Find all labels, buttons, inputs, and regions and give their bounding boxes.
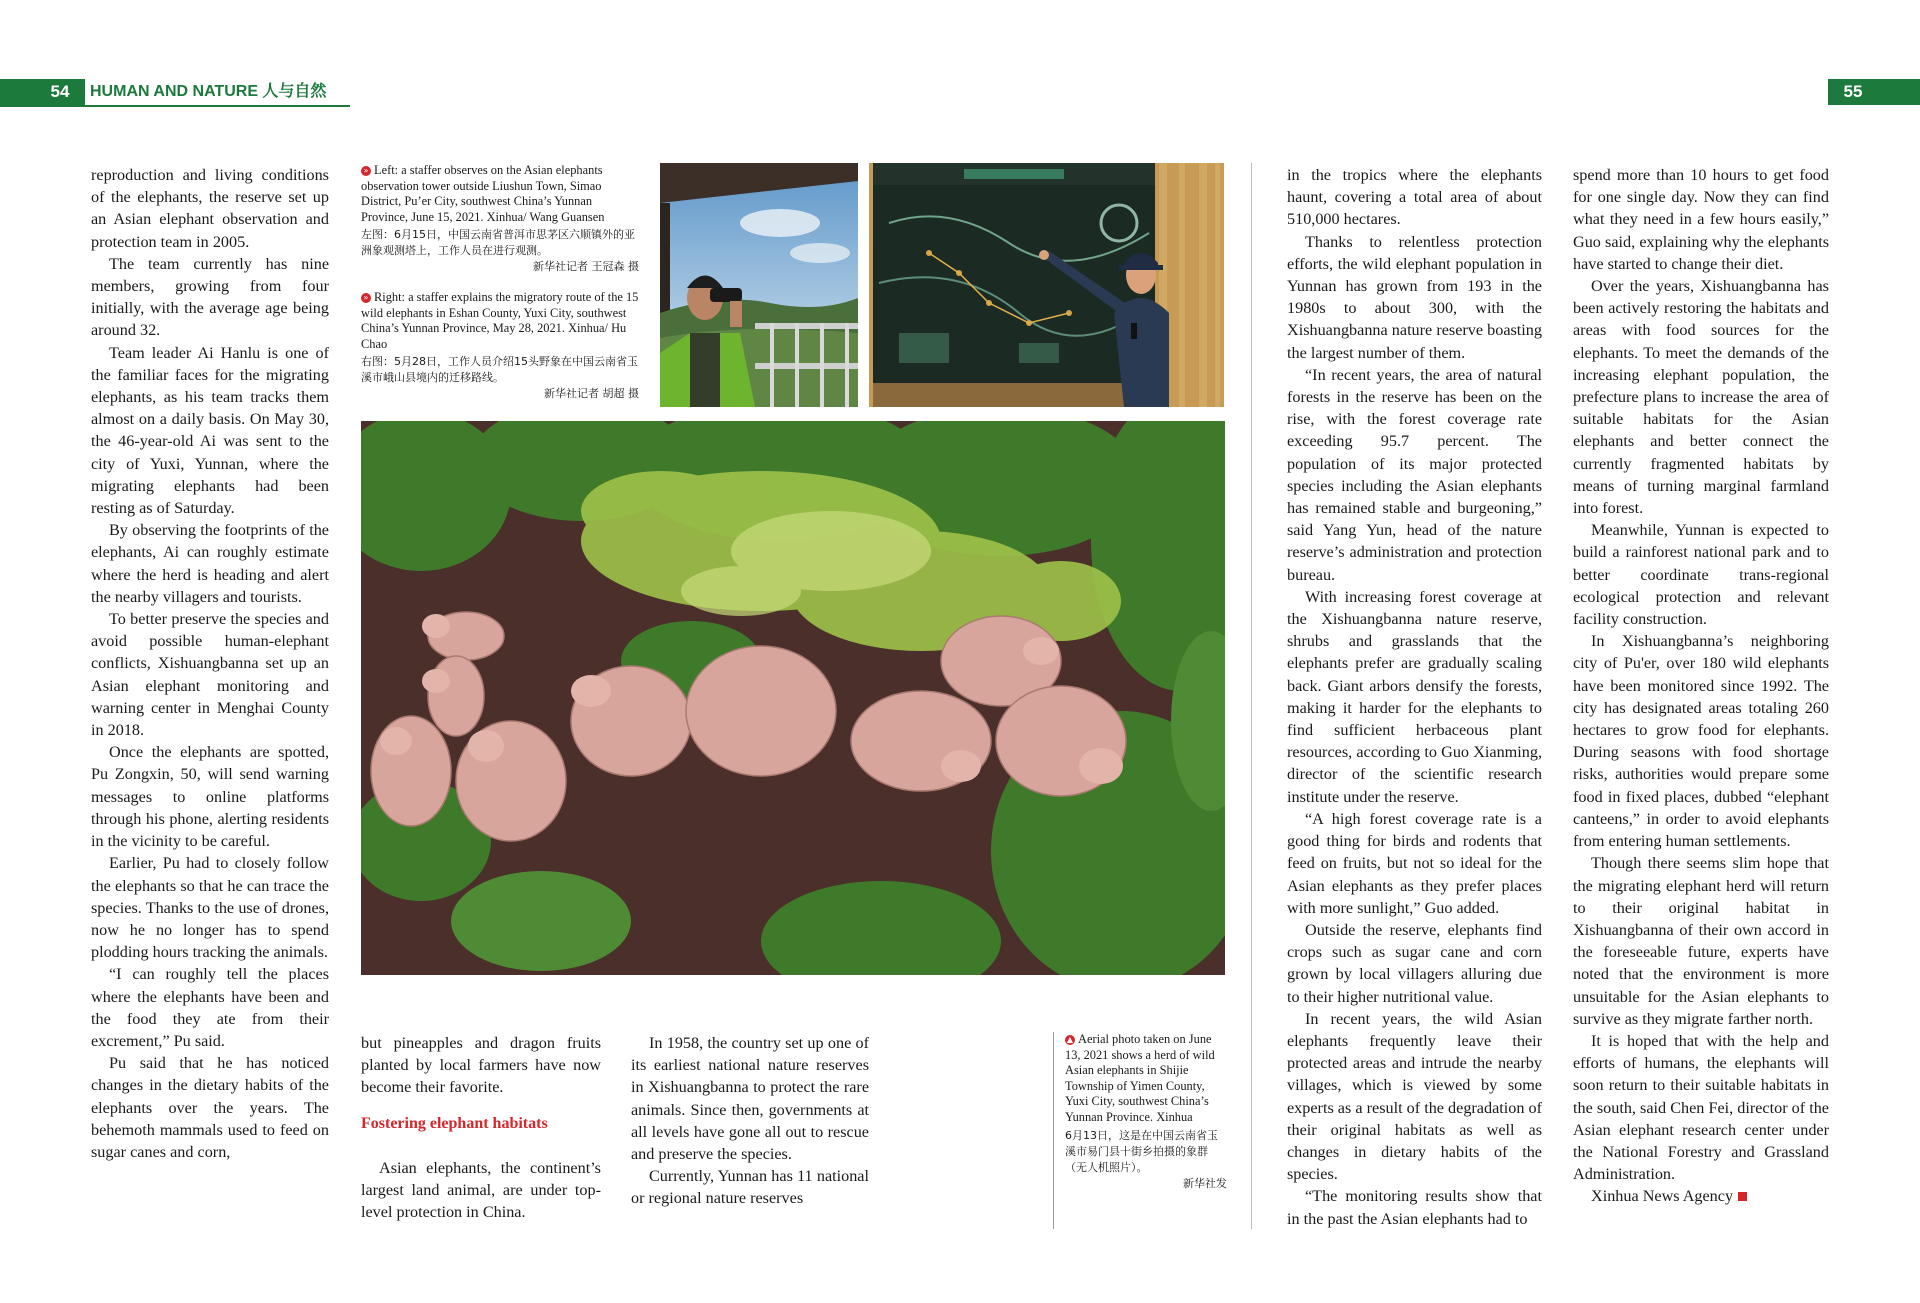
paragraph: Thanks to relentless protection efforts, the wild elephant population in Yunnan has grown from 193 in the 1980s to about 300, with the Xishuangbanna nature reserve boasting the largest number of them. — [1287, 232, 1542, 362]
caption-credit: 新华社发 — [1183, 1176, 1227, 1190]
paragraph: Once the elephants are spotted, Pu Zongxin, 50, will send warning messages to online platforms through his phone, alerting residents in the vicinity to be careful. — [91, 743, 329, 851]
paragraph: but pineapples and dragon fruits planted by local farmers have now become their favorite. — [361, 1034, 601, 1097]
paragraph: reproduction and living conditions of the elephants, the reserve set up an Asian elephant observation and protection team in 2005. — [91, 166, 329, 251]
aerial-elephant-herd-photo — [361, 421, 1225, 975]
caption-text-zh: 右图：5月28日，工作人员介绍15头野象在中国云南省玉溪市峨山县境内的迁移路线。 — [361, 355, 638, 385]
caption-text-en: Right: a staffer explains the migratory route of the 15 wild elephants in Eshan County, Yuxi City, southwest China’s Yunnan Province, May 28, 2021. Xinhua/ Hu Chao — [361, 290, 639, 351]
subheading: Fostering elephant habitats — [361, 1114, 548, 1132]
caption-credit: 新华社记者 王冠森 摄 — [533, 260, 639, 274]
paragraph: By observing the footprints of the elephants, Ai can roughly estimate where the herd is heading and alert the nearby villagers and tourists. — [91, 521, 329, 606]
paragraph: It is hoped that with the help and efforts of humans, the elephants will soon return to their suitable habitats in the south, said Chen Fei, director of the Asian elephant research center under the National Forestry and Grassland Administration. — [1573, 1031, 1829, 1184]
left-photo-caption — [361, 163, 639, 275]
byline-line — [1573, 1185, 1829, 1207]
paragraph: In Xishuangbanna’s neighboring city of Pu'er, over 180 wild elephants have been monitored since 1992. The city has designated areas totaling 260 hectares to grow food for elephants. During seasons with food shortage risks, authorities would prepare some food in fixed places, dubbed “elephant canteens,” in order to avoid elephants from entering human settlements. — [1573, 632, 1829, 851]
paragraph: Pu said that he has noticed changes in the dietary habits of the elephants over the years. The behemoth mammals used to feed on sugar canes and corn, — [91, 1054, 329, 1161]
paragraph: Meanwhile, Yunnan is expected to build a rainforest national park and to better coordinate trans-regional ecological protection and relevant facility construction. — [1573, 521, 1829, 629]
caption-divider — [1053, 1032, 1054, 1229]
observer-photo — [660, 163, 858, 407]
paragraph: “A high forest coverage rate is a good thing for birds and rodents that feed on fruits, but not so ideal for the Asian elephants as they prefer places with more sunlight,” Guo added. — [1287, 809, 1542, 917]
paragraph: in the tropics where the elephants haunt, covering a total area of about 510,000 hectares. — [1287, 166, 1542, 229]
article-column-4 — [1287, 164, 1542, 1230]
paragraph: spend more than 10 hours to get food for one single day. Now they can find what they need in a few hours easily,” Guo said, explaining why the elephants have started to change their diet. — [1573, 166, 1829, 273]
right-photo-caption — [361, 290, 639, 402]
paragraph: In 1958, the country set up one of its earliest national nature reserves in Xishuangbanna to protect the rare animals. Since then, governments at all levels have gone all out to rescue and preserve the species. — [631, 1034, 869, 1164]
article-column-2 — [361, 1032, 601, 1223]
paragraph: “I can roughly tell the places where the elephants have been and the food they ate from their excrement,” Pu said. — [91, 965, 329, 1050]
section-title: HUMAN AND NATURE 人与自然 — [90, 83, 327, 100]
caption-text-zh: 左图：6月15日，中国云南省普洱市思茅区六顺镇外的亚洲象观测塔上，工作人员在进行观测。 — [361, 228, 635, 258]
right-page-number: 55 — [1843, 82, 1863, 101]
paragraph: “The monitoring results show that in the past the Asian elephants had to — [1287, 1187, 1542, 1228]
map-briefing-photo — [869, 163, 1224, 407]
paragraph: Asian elephants, the continent’s largest land animal, are under top-level protection in China. — [361, 1158, 601, 1222]
left-page-number: 54 — [50, 82, 70, 101]
header-rule-left — [0, 105, 350, 107]
paragraph: Though there seems slim hope that the migrating elephant herd will return to their original habitat in Xishuangbanna of their own accord in the foreseeable future, experts have noted that the environment is more unsuitable for the Asian elephants to survive as they migrate farther north. — [1573, 854, 1829, 1028]
paragraph: Team leader Ai Hanlu is one of the familiar faces for the migrating elephants, as his team tracks them almost on a daily basis. On May 30, the 46-year-old Ai was sent to the city of Yuxi, Yunnan, where the migrating elephants had been resting as of Saturday. — [91, 343, 329, 518]
aerial-photo-caption — [1065, 1032, 1227, 1191]
caption-arrow-icon: » — [361, 293, 371, 303]
byline: Xinhua News Agency — [1591, 1187, 1734, 1206]
caption-arrow-icon: » — [361, 166, 371, 176]
column-divider — [1251, 163, 1252, 1229]
caption-text-zh: 6月13日，这是在中国云南省玉溪市易门县十街乡拍摄的象群（无人机照片）。 — [1065, 1128, 1218, 1174]
paragraph: Earlier, Pu had to closely follow the elephants so that he can trace the species. Thanks to the use of drones, now he no longer has to spend plodding hours tracking the animals. — [91, 854, 329, 962]
article-column-1 — [91, 164, 329, 1163]
article-column-5 — [1573, 164, 1829, 1208]
paragraph: In recent years, the wild Asian elephants frequently leave their protected areas and intrude the nearby villages, which is viewed by some experts as a result of the degradation of their original habitats as well as changes in dietary habits of the species. — [1287, 1009, 1542, 1184]
end-mark-icon — [1738, 1192, 1747, 1201]
paragraph: To better preserve the species and avoid possible human-elephant conflicts, Xishuangbanna set up an Asian elephant monitoring and warning center in Menghai County in 2018. — [91, 610, 329, 740]
article-column-3 — [631, 1032, 869, 1210]
paragraph: Over the years, Xishuangbanna has been actively restoring the habitats and areas with food sources for the elephants. To meet the demands of the increasing elephant population, the prefecture plans to increase the area of suitable habitats for the Asian elephants and better connect the currently fragmented habitats by means of turning marginal farmland into forest. — [1573, 277, 1829, 518]
paragraph: With increasing forest coverage at the Xishuangbanna nature reserve, shrubs and grasslands that the elephants prefer are gradually scaling back. Giant arbors densify the forests, making it harder for the elephants to find sufficient herbaceous plant resources, according to Guo Xianming, director of the scientific research institute under the reserve. — [1287, 587, 1542, 806]
caption-text-en: Left: a staffer observes on the Asian elephants observation tower outside Liushun Town, Simao District, Pu’er City, southwest China’s Yunnan Province, June 15, 2021. Xinhua/ Wang Guansen — [361, 163, 605, 224]
caption-arrow-icon: ▲ — [1066, 1035, 1074, 1044]
paragraph: Currently, Yunnan has 11 national or regional nature reserves — [631, 1167, 869, 1208]
paragraph: The team currently has nine members, growing from four initially, with the average age being around 32. — [91, 254, 329, 340]
caption-text-en: Aerial photo taken on June 13, 2021 shows a herd of wild Asian elephants in Shijie Township of Yimen County, Yuxi City, southwest China’s Yunnan Province. Xinhua — [1065, 1032, 1215, 1124]
paragraph: “In recent years, the area of natural forests in the reserve has been on the rise, with the forest coverage rate exceeding 95.7 percent. The population of its major protected species including the Asian elephants has remained stable and burgeoning,” said Yang Yun, head of the nature reserve’s administration and protection bureau. — [1287, 365, 1542, 584]
paragraph: Outside the reserve, elephants find crops such as sugar cane and corn grown by local villagers alluring due to their higher nutritional value. — [1287, 920, 1542, 1006]
caption-credit: 新华社记者 胡超 摄 — [544, 387, 639, 401]
